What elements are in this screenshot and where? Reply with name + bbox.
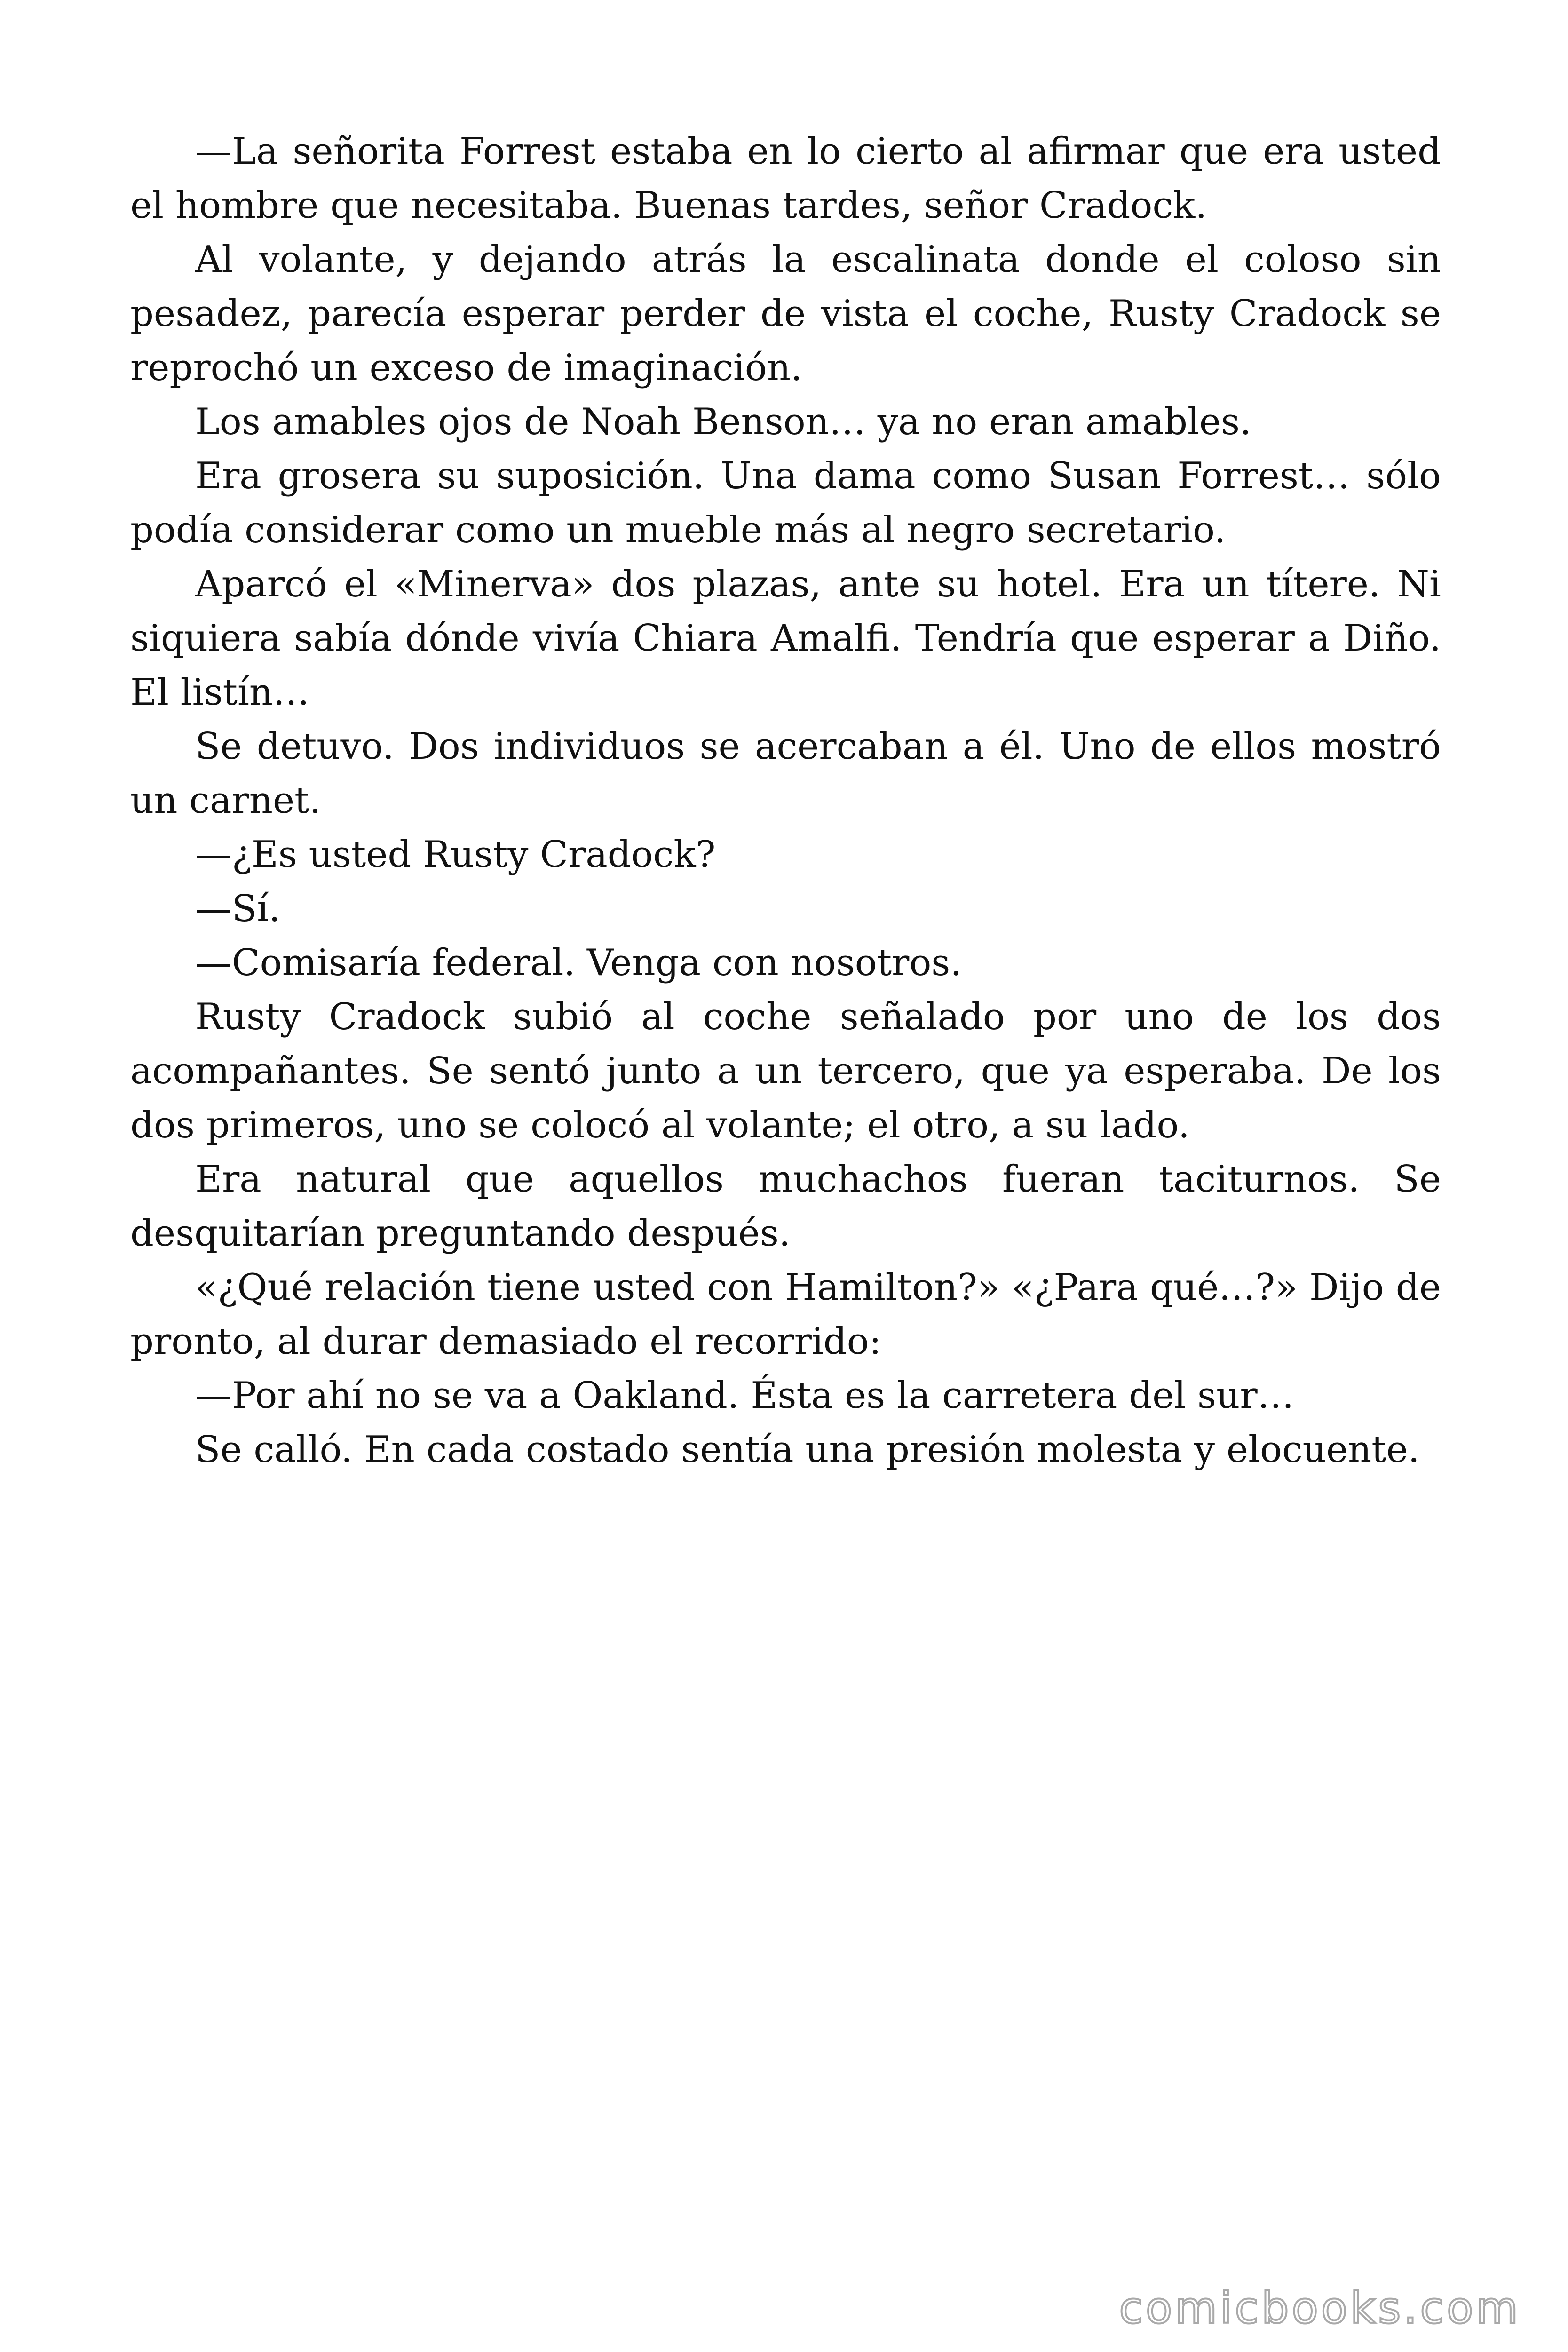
paragraph-13: —Por ahí no se va a Oakland. Ésta es la carretera del sur… <box>195 1375 1294 1417</box>
paragraph-2: Al volante, y dejando atrás la escalinata donde el coloso sin pesadez, parecía esperar perder de vista el coche, Rusty Cradock se reprochó un exceso de imaginación. <box>130 238 1441 389</box>
watermark-text: comicbooks.com <box>1119 2283 1521 2333</box>
paragraph-11: Era natural que aquellos muchachos fueran taciturnos. Se desquitarían preguntando después. <box>130 1158 1441 1255</box>
paragraph-6: Se detuvo. Dos individuos se acercaban a él. Uno de ellos mostró un carnet. <box>130 725 1441 822</box>
paragraph-7: —¿Es usted Rusty Cradock? <box>195 834 716 876</box>
paragraph-5: Aparcó el «Minerva» dos plazas, ante su hotel. Era un títere. Ni siquiera sabía dónde vivía Chiara Amalfi. Tendría que esperar a Diño. El listín… <box>130 563 1441 714</box>
page-text-body <box>130 125 1441 1477</box>
paragraph-12: «¿Qué relación tiene usted con Hamilton?» «¿Para qué…?» Dijo de pronto, al durar demasiado el recorrido: <box>130 1266 1441 1363</box>
paragraph-14: Se calló. En cada costado sentía una presión molesta y elocuente. <box>195 1429 1420 1471</box>
paragraph-4: Era grosera su suposición. Una dama como Susan Forrest… sólo podía considerar como un mueble más al negro secretario. <box>130 455 1441 551</box>
paragraph-9: —Comisaría federal. Venga con nosotros. <box>195 942 962 984</box>
paragraph-8: —Sí. <box>195 888 281 930</box>
paragraph-10: Rusty Cradock subió al coche señalado por uno de los dos acompañantes. Se sentó junto a un tercero, que ya esperaba. De los dos primeros, uno se colocó al volante; el otro, a su lado. <box>130 996 1441 1146</box>
paragraph-1: —La señorita Forrest estaba en lo cierto al afirmar que era usted el hombre que necesitaba. Buenas tardes, señor Cradock. <box>130 130 1441 227</box>
paragraph-3: Los amables ojos de Noah Benson… ya no eran amables. <box>195 401 1251 443</box>
